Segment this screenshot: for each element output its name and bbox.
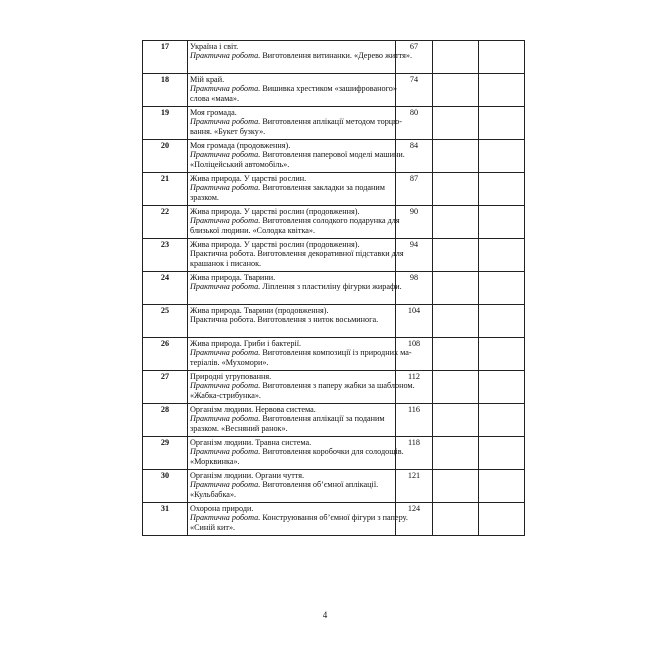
practice-line	[190, 150, 405, 160]
practice-continuation: близької людини. «Солодка квітка».	[190, 225, 316, 235]
practice-continuation: «Кульбабка».	[190, 489, 237, 499]
practice-line	[190, 216, 400, 226]
table-row	[143, 470, 525, 503]
practice-line	[190, 381, 415, 391]
practice-line	[190, 315, 393, 324]
lesson-topic	[188, 206, 400, 239]
practice-label: Практична робота.	[190, 414, 261, 424]
table-row	[143, 74, 525, 107]
practice-line	[190, 447, 404, 457]
table-row	[143, 305, 525, 338]
lesson-number: 21	[143, 173, 188, 206]
lesson-title: Охорона природи.	[190, 504, 254, 513]
page-reference: 74	[396, 74, 433, 107]
practice-text: Конструювання об’ємної фігури з паперу.	[260, 513, 408, 523]
practice-label: Практична робота.	[190, 480, 261, 490]
empty-cell	[433, 305, 479, 338]
empty-cell	[433, 470, 479, 503]
empty-cell	[433, 404, 479, 437]
practice-text: Вишивка хрестиком «зашифрованого»	[260, 84, 397, 94]
practice-line	[190, 84, 397, 94]
practice-label: Практична робота.	[190, 183, 261, 193]
practice-label: Практична робота.	[190, 150, 261, 160]
empty-cell	[479, 41, 525, 74]
practice-line	[190, 480, 393, 489]
empty-cell	[433, 140, 479, 173]
practice-line	[190, 414, 393, 423]
empty-cell	[433, 338, 479, 371]
practice-continuation: «Морквинка».	[190, 456, 240, 466]
practice-continuation: зразком. «Весняний ранок».	[190, 423, 288, 433]
lesson-number: 26	[143, 338, 188, 371]
empty-cell	[479, 173, 525, 206]
lesson-title: Жива природа. Тварини.	[190, 273, 276, 282]
page-reference: 124	[396, 503, 433, 536]
empty-cell	[479, 338, 525, 371]
practice-label: Практична робота.	[190, 513, 261, 523]
empty-cell	[479, 503, 525, 536]
contents-table-body	[143, 41, 525, 536]
lesson-topic	[188, 470, 396, 503]
practice-text: Виготовлення солодкого подарунка для	[260, 216, 400, 226]
empty-cell	[433, 41, 479, 74]
empty-cell	[433, 272, 479, 305]
page-reference: 94	[396, 239, 433, 272]
empty-cell	[433, 107, 479, 140]
lesson-number: 31	[143, 503, 188, 536]
practice-continuation: «Жабка-стрибунка».	[190, 390, 261, 400]
practice-label: Практична робота.	[190, 51, 261, 61]
practice-line	[190, 348, 412, 358]
table-row	[143, 173, 525, 206]
page-reference: 118	[396, 437, 433, 470]
lesson-topic	[188, 140, 405, 173]
lesson-topic	[188, 239, 404, 272]
lesson-title: Жива природа. У царстві рослин (продовження).	[190, 240, 360, 249]
page-reference: 87	[396, 173, 433, 206]
page-reference: 98	[396, 272, 433, 305]
practice-continuation: слова «мама».	[190, 93, 240, 103]
empty-cell	[433, 239, 479, 272]
lesson-number: 20	[143, 140, 188, 173]
lesson-title: Жива природа. Тварини (продовження).	[190, 306, 329, 315]
lesson-number: 24	[143, 272, 188, 305]
practice-text: Ліплення з пластиліну фігурки жирафи.	[260, 282, 402, 292]
lesson-topic	[188, 74, 396, 107]
table-row	[143, 272, 525, 305]
lesson-topic	[188, 107, 403, 140]
practice-label: Практична робота.	[190, 84, 261, 94]
contents-table	[142, 40, 525, 536]
page-reference: 80	[396, 107, 433, 140]
practice-continuation: «Синій кит».	[190, 522, 236, 532]
table-row	[143, 404, 525, 437]
page-reference: 104	[396, 305, 433, 338]
lesson-topic	[188, 437, 404, 470]
practice-text: Практична робота. Виготовлення з ниток восьминога.	[190, 315, 379, 325]
lesson-topic	[188, 503, 408, 536]
practice-continuation: зразком.	[190, 192, 219, 202]
lesson-topic	[188, 305, 396, 338]
page-reference: 67	[396, 41, 433, 74]
practice-label: Практична робота.	[190, 381, 261, 391]
lesson-number: 27	[143, 371, 188, 404]
practice-continuation: вання. «Букет бузку».	[190, 126, 266, 136]
practice-line	[190, 249, 404, 259]
lesson-topic	[188, 272, 402, 305]
lesson-title: Організм людини. Органи чуття.	[190, 471, 305, 480]
empty-cell	[479, 206, 525, 239]
practice-line	[190, 117, 403, 127]
practice-line	[190, 51, 413, 61]
lesson-title: Мій край.	[190, 75, 225, 84]
empty-cell	[479, 140, 525, 173]
empty-cell	[479, 371, 525, 404]
table-row	[143, 140, 525, 173]
lesson-number: 17	[143, 41, 188, 74]
lesson-title: Україна і світ.	[190, 42, 239, 51]
practice-text: Виготовлення аплікації методом торцю-	[260, 117, 403, 127]
practice-text: Виготовлення паперової моделі машини.	[260, 150, 405, 160]
page-number: 4	[322, 610, 328, 620]
table-row	[143, 503, 525, 536]
lesson-title: Організм людини. Нервова система.	[190, 405, 316, 414]
empty-cell	[433, 173, 479, 206]
practice-continuation: теріалів. «Мухомори».	[190, 357, 269, 367]
lesson-topic	[188, 338, 412, 371]
empty-cell	[479, 305, 525, 338]
lesson-title: Природні угруповання.	[190, 372, 272, 381]
practice-label: Практична робота.	[190, 348, 261, 358]
empty-cell	[433, 371, 479, 404]
empty-cell	[479, 239, 525, 272]
table-row	[143, 41, 525, 74]
lesson-title: Моя громада (продовження).	[190, 141, 291, 150]
table-row	[143, 371, 525, 404]
lesson-number: 29	[143, 437, 188, 470]
lesson-title: Жива природа. У царстві рослин (продовження).	[190, 207, 360, 216]
lesson-number: 22	[143, 206, 188, 239]
lesson-title: Жива природа. У царстві рослин.	[190, 174, 307, 183]
empty-cell	[433, 206, 479, 239]
practice-continuation: крашанок і писанок.	[190, 258, 262, 268]
lesson-number: 28	[143, 404, 188, 437]
practice-label: Практична робота.	[190, 447, 261, 457]
practice-continuation: «Поліцейський автомобіль».	[190, 159, 290, 169]
practice-text: Виготовлення об’ємної аплікації.	[260, 480, 379, 490]
practice-label: Практична робота.	[190, 117, 261, 127]
lesson-topic	[188, 173, 396, 206]
page-reference: 116	[396, 404, 433, 437]
empty-cell	[479, 470, 525, 503]
practice-text: Виготовлення аплікації за поданим	[260, 414, 385, 424]
empty-cell	[479, 404, 525, 437]
practice-text: Виготовлення закладки за поданим	[260, 183, 385, 193]
practice-label: Практична робота.	[190, 282, 261, 292]
empty-cell	[479, 272, 525, 305]
page-reference: 112	[396, 371, 433, 404]
empty-cell	[479, 107, 525, 140]
practice-line	[190, 513, 408, 523]
lesson-topic	[188, 41, 413, 74]
practice-label: Практична робота.	[190, 216, 261, 226]
empty-cell	[433, 74, 479, 107]
lesson-number: 19	[143, 107, 188, 140]
lesson-number: 18	[143, 74, 188, 107]
page-reference: 84	[396, 140, 433, 173]
table-row	[143, 338, 525, 371]
practice-text: Виготовлення витинанки. «Дерево життя».	[260, 51, 413, 61]
table-row	[143, 206, 525, 239]
practice-text: Виготовлення з паперу жабки за шаблоном.	[260, 381, 415, 391]
empty-cell	[433, 437, 479, 470]
page-reference: 108	[396, 338, 433, 371]
empty-cell	[479, 437, 525, 470]
page-reference: 90	[396, 206, 433, 239]
page-reference: 121	[396, 470, 433, 503]
lesson-number: 23	[143, 239, 188, 272]
table-row	[143, 437, 525, 470]
lesson-number: 25	[143, 305, 188, 338]
practice-text: Виготовлення коробочки для солодощів.	[260, 447, 404, 457]
lesson-number: 30	[143, 470, 188, 503]
practice-line	[190, 183, 393, 192]
lesson-title: Моя громада.	[190, 108, 237, 117]
table-row	[143, 107, 525, 140]
practice-line	[190, 282, 402, 292]
empty-cell	[479, 74, 525, 107]
table-row	[143, 239, 525, 272]
lesson-topic	[188, 404, 396, 437]
lesson-title: Жива природа. Гриби і бактерії.	[190, 339, 302, 348]
empty-cell	[433, 503, 479, 536]
lesson-title: Організм людини. Травна система.	[190, 438, 312, 447]
practice-text: Виготовлення композиції із природних ма-	[260, 348, 412, 358]
practice-text: Практична робота. Виготовлення декоративної підставки для	[190, 249, 404, 259]
